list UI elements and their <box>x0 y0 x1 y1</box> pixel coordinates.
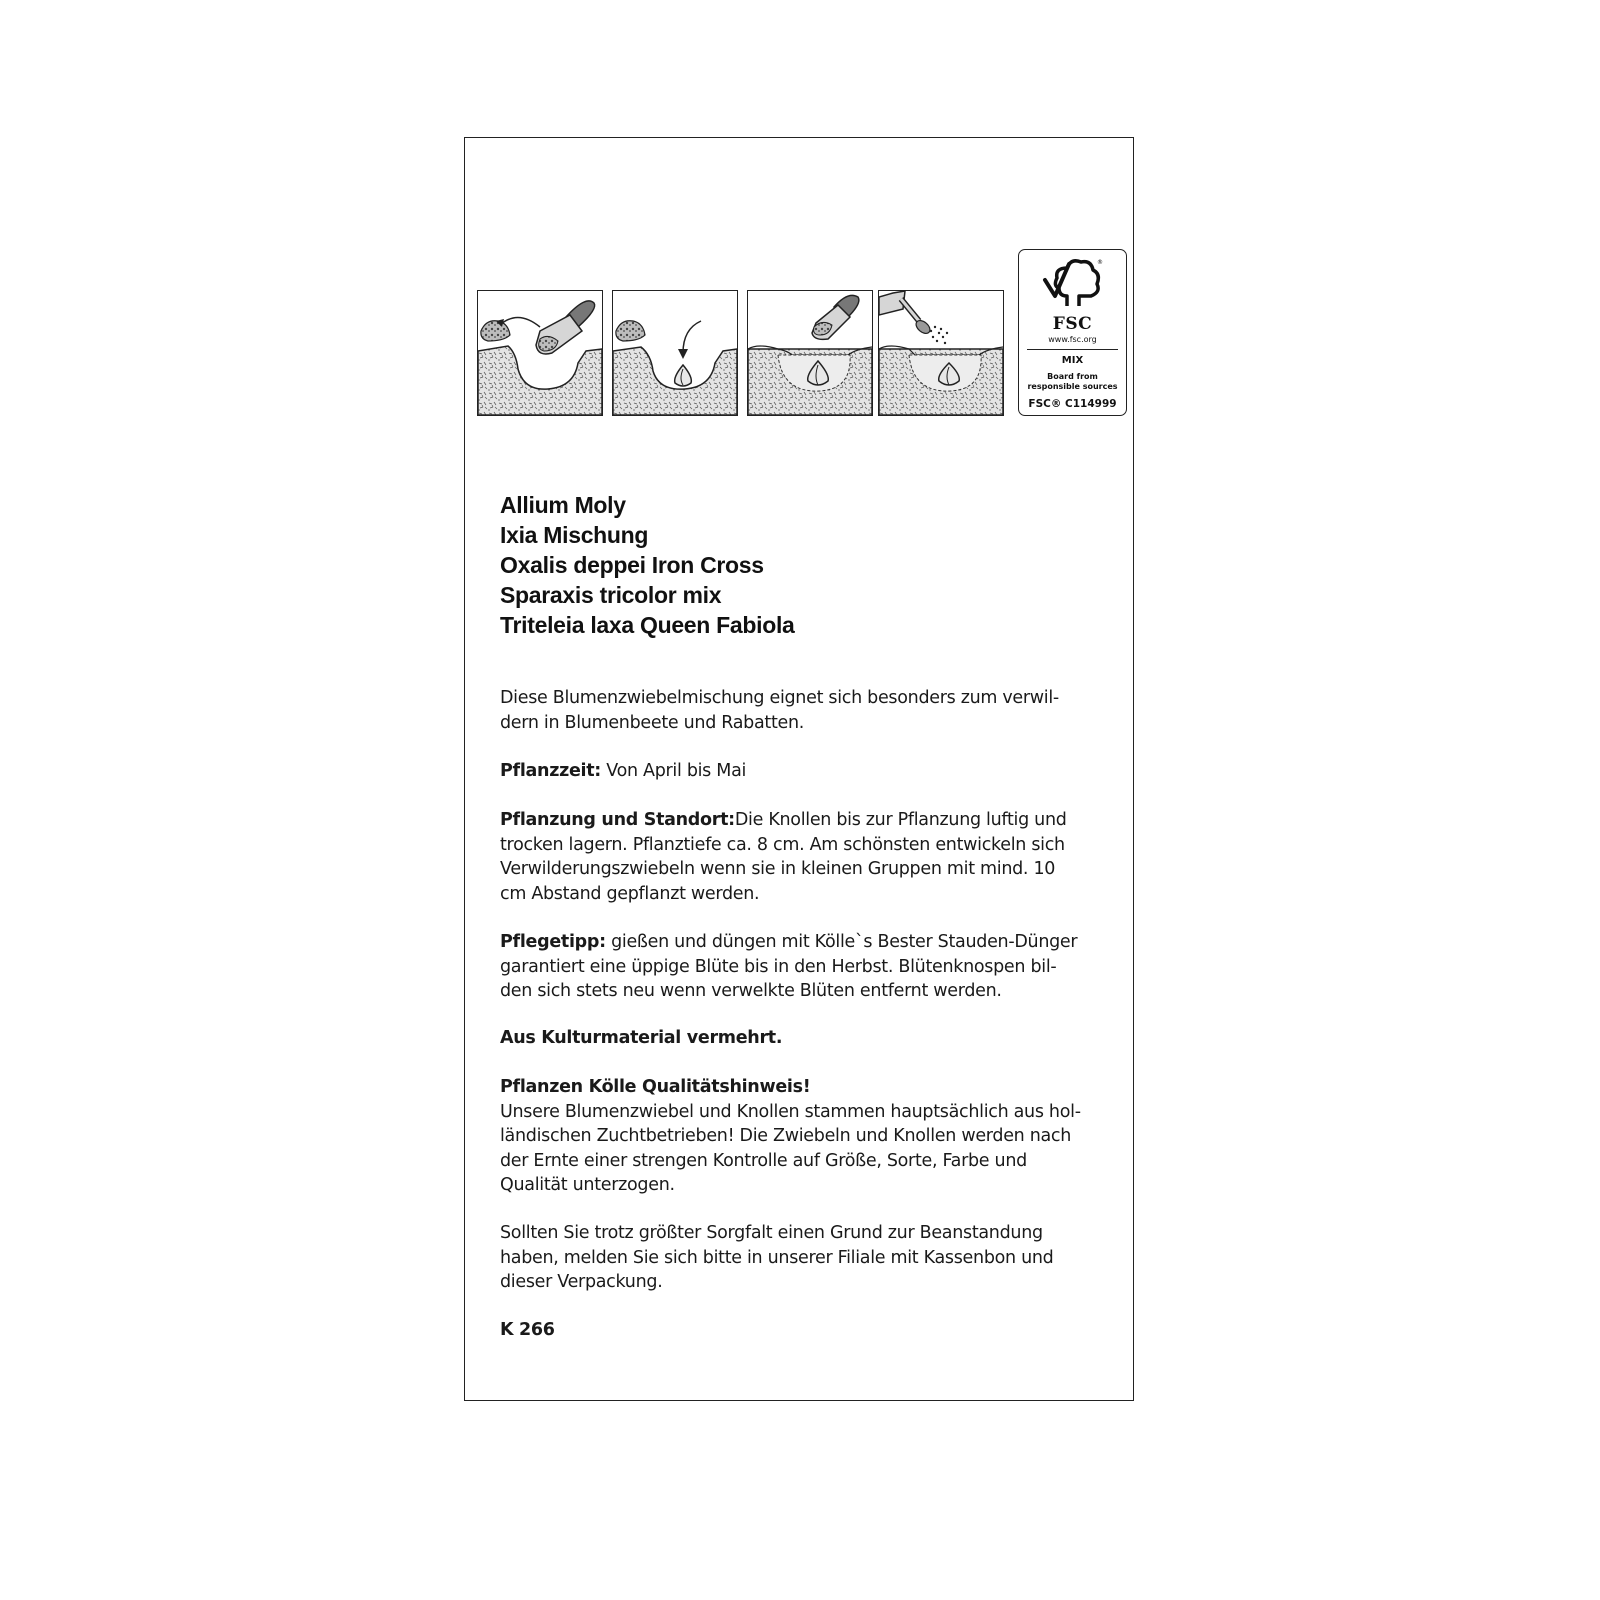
text-line: cm Abstand gepflanzt werden. <box>500 883 760 904</box>
text-line: Die Knollen bis zur Pflanzung luftig und <box>734 810 1067 830</box>
planting-time <box>500 759 1100 784</box>
text-line: haben, melden Sie sich bitte in unserer Filiale mit Kassenbon und <box>500 1247 1054 1268</box>
variety-title: Ixia Mischung <box>500 522 649 548</box>
text-line: garantiert eine üppige Blüte bis in den Herbst. Blütenknospen bil- <box>500 956 1057 977</box>
text-line: dieser Verpackung. <box>500 1272 663 1292</box>
variety-title: Triteleia laxa Queen Fabiola <box>500 612 795 638</box>
text-line: Qualität unterzogen. <box>500 1175 675 1195</box>
planting-time-value: Von April bis Mai <box>601 761 747 781</box>
trowel-covering-icon <box>748 291 872 415</box>
text-line: Diese Blumenzwiebelmischung eignet sich besonders zum verwil- <box>500 688 1059 708</box>
watering-can-icon <box>879 291 1003 415</box>
text-line: Unsere Blumenzwiebel und Knollen stammen hauptsächlich aus hol- <box>500 1101 1081 1122</box>
quality-heading: Pflanzen Kölle Qualitätshinweis! <box>500 1077 811 1097</box>
care-tip <box>500 930 1100 1004</box>
fsc-license-code: FSC® C114999 <box>1028 398 1117 410</box>
cultivation-note: Aus Kulturmaterial vermehrt. <box>500 1028 783 1048</box>
text-line: trocken lagern. Pflanztiefe ca. 8 cm. Am schönsten entwickeln sich <box>500 834 1065 855</box>
step-dig-hole <box>477 290 603 416</box>
step-place-bulb <box>612 290 738 416</box>
step-water-bulb <box>878 290 1004 416</box>
text-line: ländischen Zuchtbetrieben! Die Zwiebeln und Knollen werden nach <box>500 1126 1072 1146</box>
fsc-divider <box>1027 349 1118 350</box>
fsc-badge <box>1018 249 1127 416</box>
fsc-tree-check-icon <box>1039 256 1105 312</box>
step-cover-bulb <box>747 290 873 416</box>
planting-time-label: Pflanzzeit: <box>500 761 602 781</box>
variety-title: Allium Moly <box>500 492 626 518</box>
text-line: den sich stets neu wenn verwelkte Blüten entfernt werden. <box>500 981 1002 1001</box>
fsc-mix: MIX <box>1061 355 1084 366</box>
fsc-board-line-1: Board from <box>1047 372 1098 381</box>
variety-titles <box>500 490 1100 640</box>
svg-text:®: ® <box>1097 259 1103 266</box>
variety-title: Oxalis deppei Iron Cross <box>500 552 764 578</box>
variety-title: Sparaxis tricolor mix <box>500 582 722 608</box>
product-code: K 266 <box>500 1320 555 1340</box>
text-line: Verwilderungszwiebeln wenn sie in kleinen Gruppen mit mind. 10 <box>500 859 1056 879</box>
text-line: dern in Blumenbeete und Rabatten. <box>500 712 805 733</box>
intro-paragraph <box>500 686 1100 735</box>
bulb-placing-icon <box>613 291 737 415</box>
fsc-board-line-2: responsible sources <box>1027 382 1118 391</box>
fsc-brand: FSC <box>1052 314 1093 334</box>
text-line: Sollten Sie trotz größter Sorgfalt einen Grund zur Beanstandung <box>500 1223 1043 1243</box>
trowel-digging-icon <box>478 291 602 415</box>
fsc-board-text <box>1021 372 1124 392</box>
planting-location-label: Pflanzung und Standort: <box>500 810 735 830</box>
text-line: der Ernte einer strengen Kontrolle auf Größe, Sorte, Farbe und <box>500 1150 1027 1171</box>
care-tip-label: Pflegetipp: <box>500 932 606 952</box>
quality-notice <box>500 1075 1100 1198</box>
text-line: gießen und düngen mit Kölle`s Bester Stauden-Dünger <box>605 932 1078 952</box>
complaint-note <box>500 1221 1100 1295</box>
fsc-url: www.fsc.org <box>1048 335 1097 344</box>
planting-location <box>500 808 1100 906</box>
